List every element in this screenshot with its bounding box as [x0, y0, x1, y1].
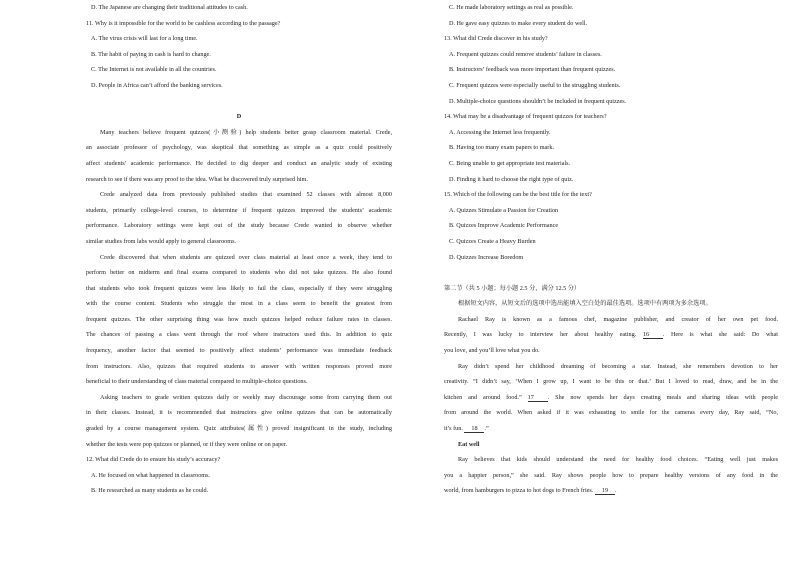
passage-line: affect students’ academic performance. He decided to dig deeper and conduct an analytic study of existing	[86, 159, 392, 167]
passage-line: frequent quizzes. The other surprising thing was how much quizzes helped reduce failure rates in classes.	[86, 315, 392, 323]
answer-option: C. He made laboratory settings as real as possible.	[449, 4, 574, 11]
answer-option: D. The Japanese are changing their traditional attitudes to cash.	[91, 4, 248, 11]
answer-option: C. Frequent quizzes were especially useful to the struggling students.	[449, 81, 621, 89]
text-line: 根据短文内容，从短文后的选项中选出能填入空白处的最佳选项。选项中有两项为多余选项。	[458, 300, 712, 308]
passage-line: similar studies from labs would apply to general classrooms.	[86, 237, 237, 245]
passage-line: you a happier person,” she said. Ray shows people how to prepare healthy versions of any food in the	[444, 471, 778, 479]
answer-option: A. Quizzes Stimulate a Passion for Creation	[449, 206, 559, 214]
passage-line: Recently, I was lucky to interview her about healthy eating. 16 . Here is what she said: Do what	[444, 331, 778, 339]
passage-line: from around the world. When asked if it was exhausting to smile for the cameras every day, Ray said, “No,	[444, 409, 778, 417]
passage-line: world, from hamburgers to pizza to hot dogs to French fries. 19 .	[444, 487, 617, 495]
answer-option: A. Accessing the Internet less frequently.	[449, 128, 551, 136]
answer-option: C. Being unable to get appropriate test materials.	[449, 159, 571, 167]
answer-option: C. The Internet is not available in all the countries.	[91, 66, 217, 74]
passage-line: Crede discovered that when students are quizzed over class material at least once a week, they tend to	[100, 253, 392, 261]
passage-line: Asking teachers to grade written quizzes daily or weekly may discourage some from carrying them out	[100, 393, 392, 401]
passage-line: Many teachers believe frequent quizzes(小测验) help students better grasp classroom material. Crede,	[100, 128, 392, 136]
answer-option: A. Frequent quizzes could remove students’ failure in classes.	[449, 50, 602, 58]
passage-line: whether the tests were pop quizzes or planned, or if they were online or on paper.	[86, 440, 288, 448]
passage-line: an associate professor of psychology, was skeptical that something as simple as a quiz could positively	[86, 144, 392, 152]
answer-option: D. People in Africa can’t afford the banking services.	[91, 81, 223, 89]
passage-line: creativity. “I didn’t say, ‘When I grow up, I want to be this or that.’ But I loved to read, draw, and be in the	[444, 378, 778, 386]
question-line: 13. What did Crede discover in his study?	[444, 35, 548, 43]
answer-option: A. The virus crisis will last for a long time.	[91, 35, 198, 43]
question-line: 15. Which of the following can be the best title for the text?	[444, 191, 592, 199]
passage-title: D	[236, 113, 242, 121]
answer-option: D. Multiple-choice questions shouldn’t be included in frequent quizzes.	[449, 97, 627, 105]
blank-19: 19	[595, 487, 615, 495]
answer-option: A. He focused on what happened in classrooms.	[91, 471, 211, 479]
question-line: 12. What did Crede do to ensure his study’s accuracy?	[86, 456, 221, 464]
passage-line: Rachael Ray is known as a famous chef, magazine publisher, and creator of her own pet food.	[458, 315, 778, 323]
answer-option: B. Having too many exam papers to mark.	[449, 144, 554, 152]
blank-18: 18	[464, 425, 484, 433]
answer-option: D. He gave easy quizzes to make every student do well.	[449, 19, 588, 27]
answer-option: D. Finding it hard to choose the right type of quiz.	[449, 175, 574, 183]
passage-line: graded by a course management system. Quiz attributes(属性) proved insignificant in the study, including	[86, 425, 392, 433]
passage-line: performance. Laboratory settings were kept out of the study because Crede wanted to observe whether	[86, 222, 392, 230]
passage-line: with the course content. Students who struggle the most in a class seem to benefit the greatest from	[86, 300, 392, 308]
question-line: 14. What may be a disadvantage of frequent quizzes for teachers?	[444, 113, 607, 121]
passage-line: frequency, another factor that seemed to positively affect students’ performance was immediate feedback	[86, 347, 392, 355]
passage-line: from instructors. Also, quizzes that required students to answer with written responses proved more	[86, 362, 392, 370]
blank-16: 16	[643, 331, 663, 339]
passage-line: students, primarily college-level courses, to determine if frequent quizzes improved the students’ academic	[86, 206, 392, 214]
passage-line: Ray didn’t spend her childhood dreaming of becoming a star. Instead, she remembers devotion to her	[458, 362, 778, 370]
answer-option: B. He researched as many students as he could.	[91, 487, 209, 495]
passage-line: it’s fun. 18 .”	[444, 425, 489, 433]
passage-line: perform better on midterm and final exams compared to students who did not take quizzes. He also found	[86, 269, 392, 277]
passage-line: you love, and you’ll love what you do.	[444, 347, 540, 355]
passage-line: in their classes. Instead, it is recommended that instructors give online quizzes that can be automatically	[86, 409, 392, 417]
passage-line: research to see if there was any proof to the idea. What he discovered truly surprised him.	[86, 175, 308, 183]
answer-option: B. Quizzes Improve Academic Performance	[449, 222, 559, 230]
question-line: 第二节（共 5 小题；每小题 2.5 分，满分 12.5 分）	[444, 284, 581, 292]
passage-line: Crede analyzed data from previously published studies that examined 52 classes with almost 8,000	[100, 191, 392, 199]
passage-line: beneficial to their understanding of class material compared to multiple-choice questions.	[86, 378, 308, 386]
section-heading: Eat well	[458, 440, 480, 448]
blank-17: 17	[528, 394, 548, 402]
passage-line: The chances of passing a class went through the roof where instructors used this. In addition to quiz	[86, 331, 392, 339]
text-line	[444, 265, 778, 281]
passage-line: Ray believes that kids should understand the need for healthy food choices. “Eating well just makes	[458, 456, 778, 464]
right-column	[444, 0, 778, 499]
question-line: 11. Why is it impossible for the world to be cashless according to the passage?	[86, 19, 281, 27]
left-column	[86, 0, 392, 499]
answer-option: C. Quizzes Create a Heavy Burden	[449, 237, 536, 245]
passage-line: kitchen and around food.” 17 . She now spends her days creating meals and sharing ideas with people	[444, 393, 778, 401]
text-line	[86, 94, 392, 110]
answer-option: D. Quizzes Increase Boredom	[449, 253, 524, 261]
answer-option: B. The habit of paying in cash is hard to change.	[91, 50, 211, 58]
answer-option: B. Instructors’ feedback was more important than frequent quizzes.	[449, 66, 616, 74]
passage-line: that students who took frequent quizzes were less likely to fail the class, especially if they were struggling	[86, 284, 392, 292]
